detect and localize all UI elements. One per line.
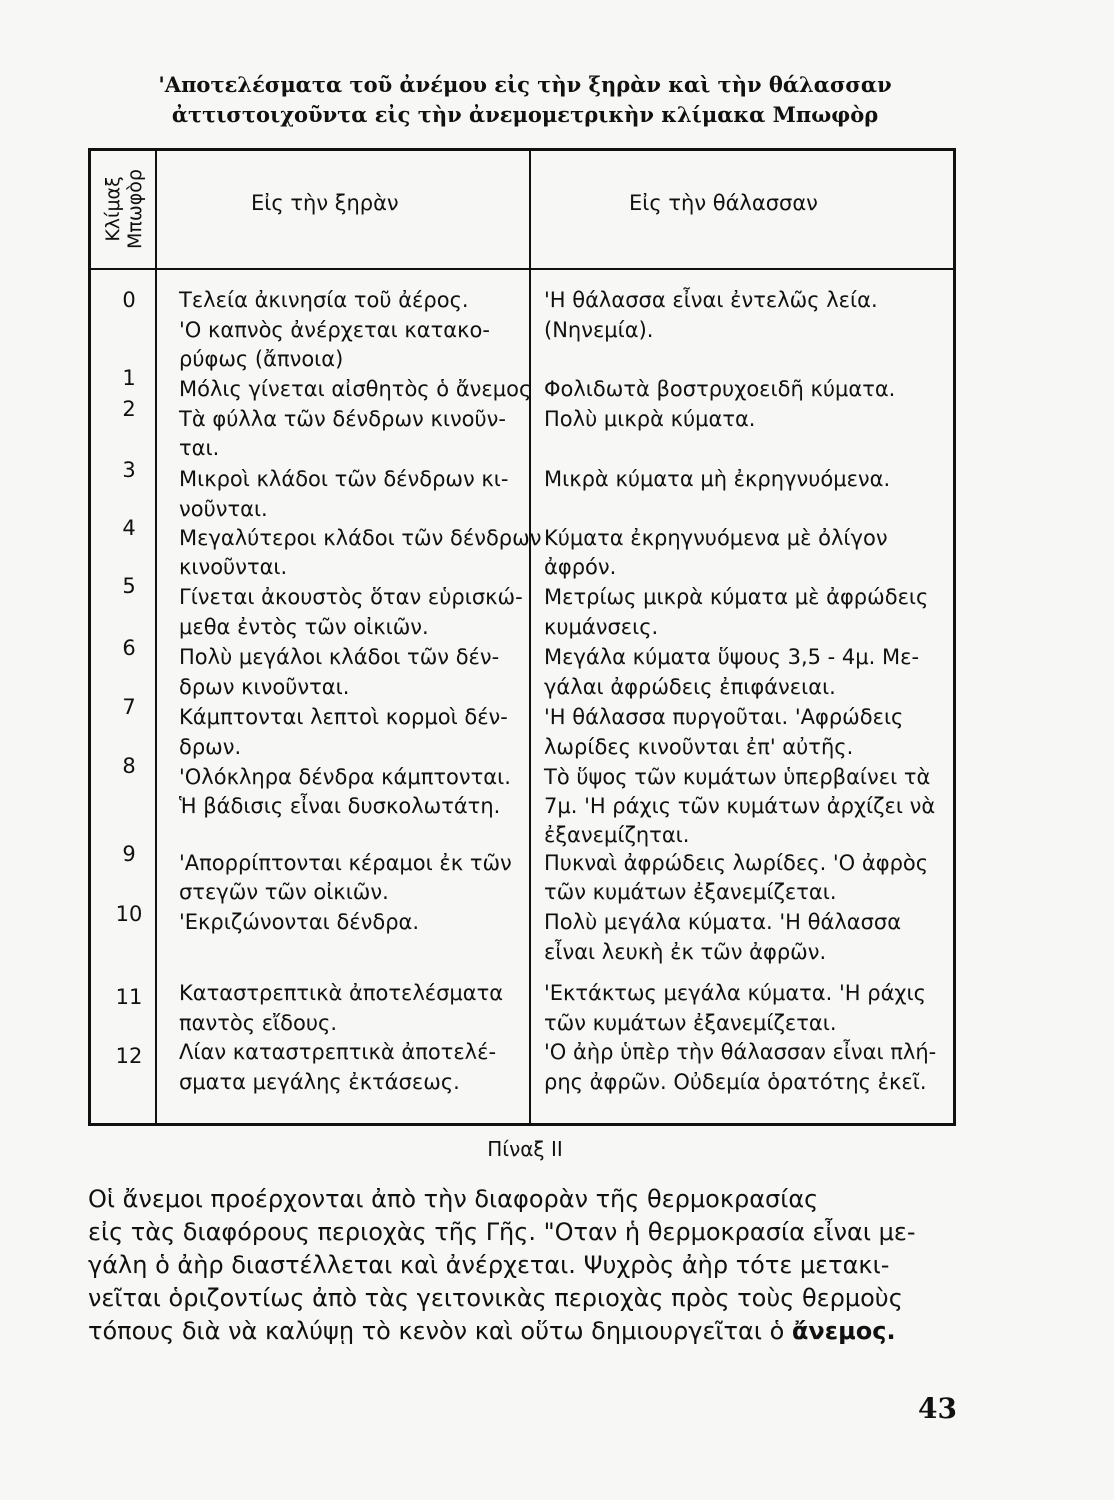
land-effect-line: Τὰ φύλλα τῶν δένδρων κινοῦν- — [179, 407, 506, 431]
land-effect-line: Πολὺ μεγάλοι κλάδοι τῶν δέν- — [179, 645, 500, 669]
land-effect-line: Μεγαλύτεροι κλάδοι τῶν δένδρων — [179, 526, 542, 550]
column-divider — [529, 151, 531, 1123]
sea-effect-line: Πολὺ μεγάλα κύματα. 'Η θάλασσα — [544, 910, 902, 934]
land-effect-line: στεγῶν τῶν οἰκιῶν. — [179, 880, 389, 904]
paragraph-bold-word: ἄνεμος. — [791, 1317, 896, 1345]
header-sea: Εἰς τὴν θάλασσαν — [629, 191, 818, 215]
sea-effect-line: Μικρὰ κύματα μὴ ἐκρηγνυόμενα. — [544, 467, 891, 491]
scale-number: 1 — [122, 366, 136, 390]
table-title-line-2: ἀττιστοιχοῦντα εἰς τὴν ἀνεμομετρικὴν κλίμακα Μπωφὸρ — [171, 102, 879, 127]
header-scale-line-1: Κλίμαξ — [102, 176, 124, 242]
header-scale-line-2: Μπωφὸρ — [124, 169, 146, 249]
land-effect-line: Λίαν καταστρεπτικὰ ἀποτελέ- — [179, 1040, 497, 1064]
sea-effect-line: Τὸ ὕψος τῶν κυμάτων ὑπερβαίνει τὰ — [544, 765, 931, 789]
scale-number: 9 — [122, 842, 136, 866]
sea-effect-line: γάλαι ἀφρώδεις ἐπιφάνειαι. — [544, 675, 836, 699]
scale-number: 11 — [115, 985, 143, 1009]
paragraph-line: νεῖται ὁριζοντίως ἀπὸ τὰς γειτονικὰς περιοχὰς πρὸς τοὺς θερμοὺς — [88, 1284, 903, 1312]
land-effect-line: Τελεία ἀκινησία τοῦ ἀέρος. — [179, 288, 469, 312]
sea-effect-line: Κύματα ἐκρηγνυόμενα μὲ ὀλίγον — [544, 526, 888, 550]
land-effect-line: σματα μεγάλης ἐκτάσεως. — [179, 1070, 460, 1094]
land-effect-line: Μικροὶ κλάδοι τῶν δένδρων κι- — [179, 467, 509, 491]
sea-effect-line: τῶν κυμάτων ἐξανεμίζεται. — [544, 880, 837, 904]
sea-effect-line: κυμάνσεις. — [544, 615, 659, 639]
paragraph-line: γάλη ὁ ἀὴρ διαστέλλεται καὶ ἀνέρχεται. Ψυχρὸς ἀὴρ τότε μετακι- — [88, 1251, 890, 1279]
paragraph-line: εἰς τὰς διαφόρους περιοχὰς τῆς Γῆς. "Οταν ἡ θερμοκρασία εἶναι με- — [88, 1218, 916, 1246]
sea-effect-line: 'Εκτάκτως μεγάλα κύματα. 'Η ράχις — [544, 981, 926, 1005]
scale-number: 7 — [122, 695, 136, 719]
scale-number: 5 — [122, 574, 136, 598]
table-title — [90, 70, 960, 130]
scale-number: 3 — [122, 458, 136, 482]
paragraph-last-line — [88, 1315, 968, 1348]
paragraph-last-line-text: τόπους διὰ νὰ καλύψῃ τὸ κενὸν καὶ οὕτω δημιουργεῖται ὁ — [88, 1317, 785, 1345]
land-effect-line: 'Απορρίπτονται κέραμοι ἐκ τῶν — [179, 851, 512, 875]
sea-effect-line: 'Η θάλασσα πυργοῦται. 'Αφρώδεις — [544, 705, 904, 729]
beaufort-table — [88, 148, 956, 1126]
sea-effect-line: Φολιδωτὰ βοστρυχοειδῆ κύματα. — [544, 377, 896, 401]
sea-effect-line: τῶν κυμάτων ἐξανεμίζεται. — [544, 1011, 837, 1035]
land-effect-line: 'Ο καπνὸς ἀνέρχεται κατακο- — [179, 318, 490, 342]
sea-effect-line: εἶναι λευκὴ ἐκ τῶν ἀφρῶν. — [544, 940, 827, 964]
scale-number: 0 — [122, 288, 136, 312]
scale-number: 12 — [115, 1044, 143, 1068]
header-land: Εἰς τὴν ξηρὰν — [251, 191, 399, 215]
scale-number: 10 — [115, 902, 143, 926]
land-effect-line: ρύφως (ἄπνοια) — [179, 347, 344, 371]
land-effect-line: ται. — [179, 436, 220, 460]
land-effect-line: 'Ολόκληρα δένδρα κάμπτονται. — [179, 765, 511, 789]
paragraph-line: Οἱ ἄνεμοι προέρχονται ἀπὸ τὴν διαφορὰν τῆς θερμοκρασίας — [88, 1185, 819, 1213]
land-effect-line: Καταστρεπτικὰ ἀποτελέσματα — [179, 981, 504, 1005]
header-divider — [91, 268, 953, 270]
sea-effect-line: ἐξανεμίζηται. — [544, 823, 690, 847]
sea-effect-line: Μετρίως μικρὰ κύματα μὲ ἀφρώδεις — [544, 585, 929, 609]
sea-effect-line: Πυκναὶ ἀφρώδεις λωρίδες. 'Ο ἀφρὸς — [544, 851, 929, 875]
land-effect-line: 'Εκριζώνονται δένδρα. — [179, 910, 420, 934]
scale-number: 8 — [122, 754, 136, 778]
header-beaufort-scale — [93, 157, 155, 261]
land-effect-line: Μόλις γίνεται αἰσθητὸς ὁ ἄνεμος — [179, 377, 532, 401]
sea-effect-line: Πολὺ μικρὰ κύματα. — [544, 407, 756, 431]
sea-effect-line: ρης ἀφρῶν. Οὐδεμία ὁρατότης ἐκεῖ. — [544, 1070, 927, 1094]
sea-effect-line: Μεγάλα κύματα ὕψους 3,5 - 4μ. Με- — [544, 645, 920, 669]
land-effect-line: δρων. — [179, 735, 242, 759]
scale-number: 2 — [122, 397, 136, 421]
scale-number: 4 — [122, 516, 136, 540]
sea-effect-line: λωρίδες κινοῦνται ἐπ' αὐτῆς. — [544, 735, 854, 759]
land-effect-line: Ἡ βάδισις εἶναι δυσκολωτάτη. — [179, 794, 501, 818]
table-caption: Πίναξ ΙΙ — [487, 1137, 563, 1161]
land-effect-line: μεθα ἐντὸς τῶν οἰκιῶν. — [179, 615, 429, 639]
land-effect-line: νοῦνται. — [179, 497, 268, 521]
land-effect-line: Κάμπτονται λεπτοὶ κορμοὶ δέν- — [179, 705, 508, 729]
land-effect-line: κινοῦνται. — [179, 555, 288, 579]
sea-effect-line: (Νηνεμία). — [544, 318, 654, 342]
land-effect-line: παντὸς εἴδους. — [179, 1011, 338, 1035]
sea-effect-line: ἀφρόν. — [544, 555, 617, 579]
sea-effect-line: 'Η θάλασσα εἶναι ἐντελῶς λεία. — [544, 288, 878, 312]
land-effect-line: δρων κινοῦνται. — [179, 675, 350, 699]
table-title-line-1: 'Αποτελέσματα τοῦ ἀνέμου εἰς τὴν ξηρὰν καὶ τὴν θάλασσαν — [158, 72, 892, 97]
sea-effect-line: 'Ο ἀὴρ ὑπὲρ τὴν θάλασσαν εἶναι πλή- — [544, 1040, 937, 1064]
scale-number: 6 — [122, 636, 136, 660]
land-effect-line: Γίνεται ἀκουστὸς ὅταν εὑρισκώ- — [179, 585, 523, 609]
sea-effect-line: 7μ. 'Η ράχις τῶν κυμάτων ἀρχίζει νὰ — [544, 794, 936, 818]
body-paragraph — [88, 1183, 968, 1348]
page-number: 43 — [918, 1392, 957, 1425]
